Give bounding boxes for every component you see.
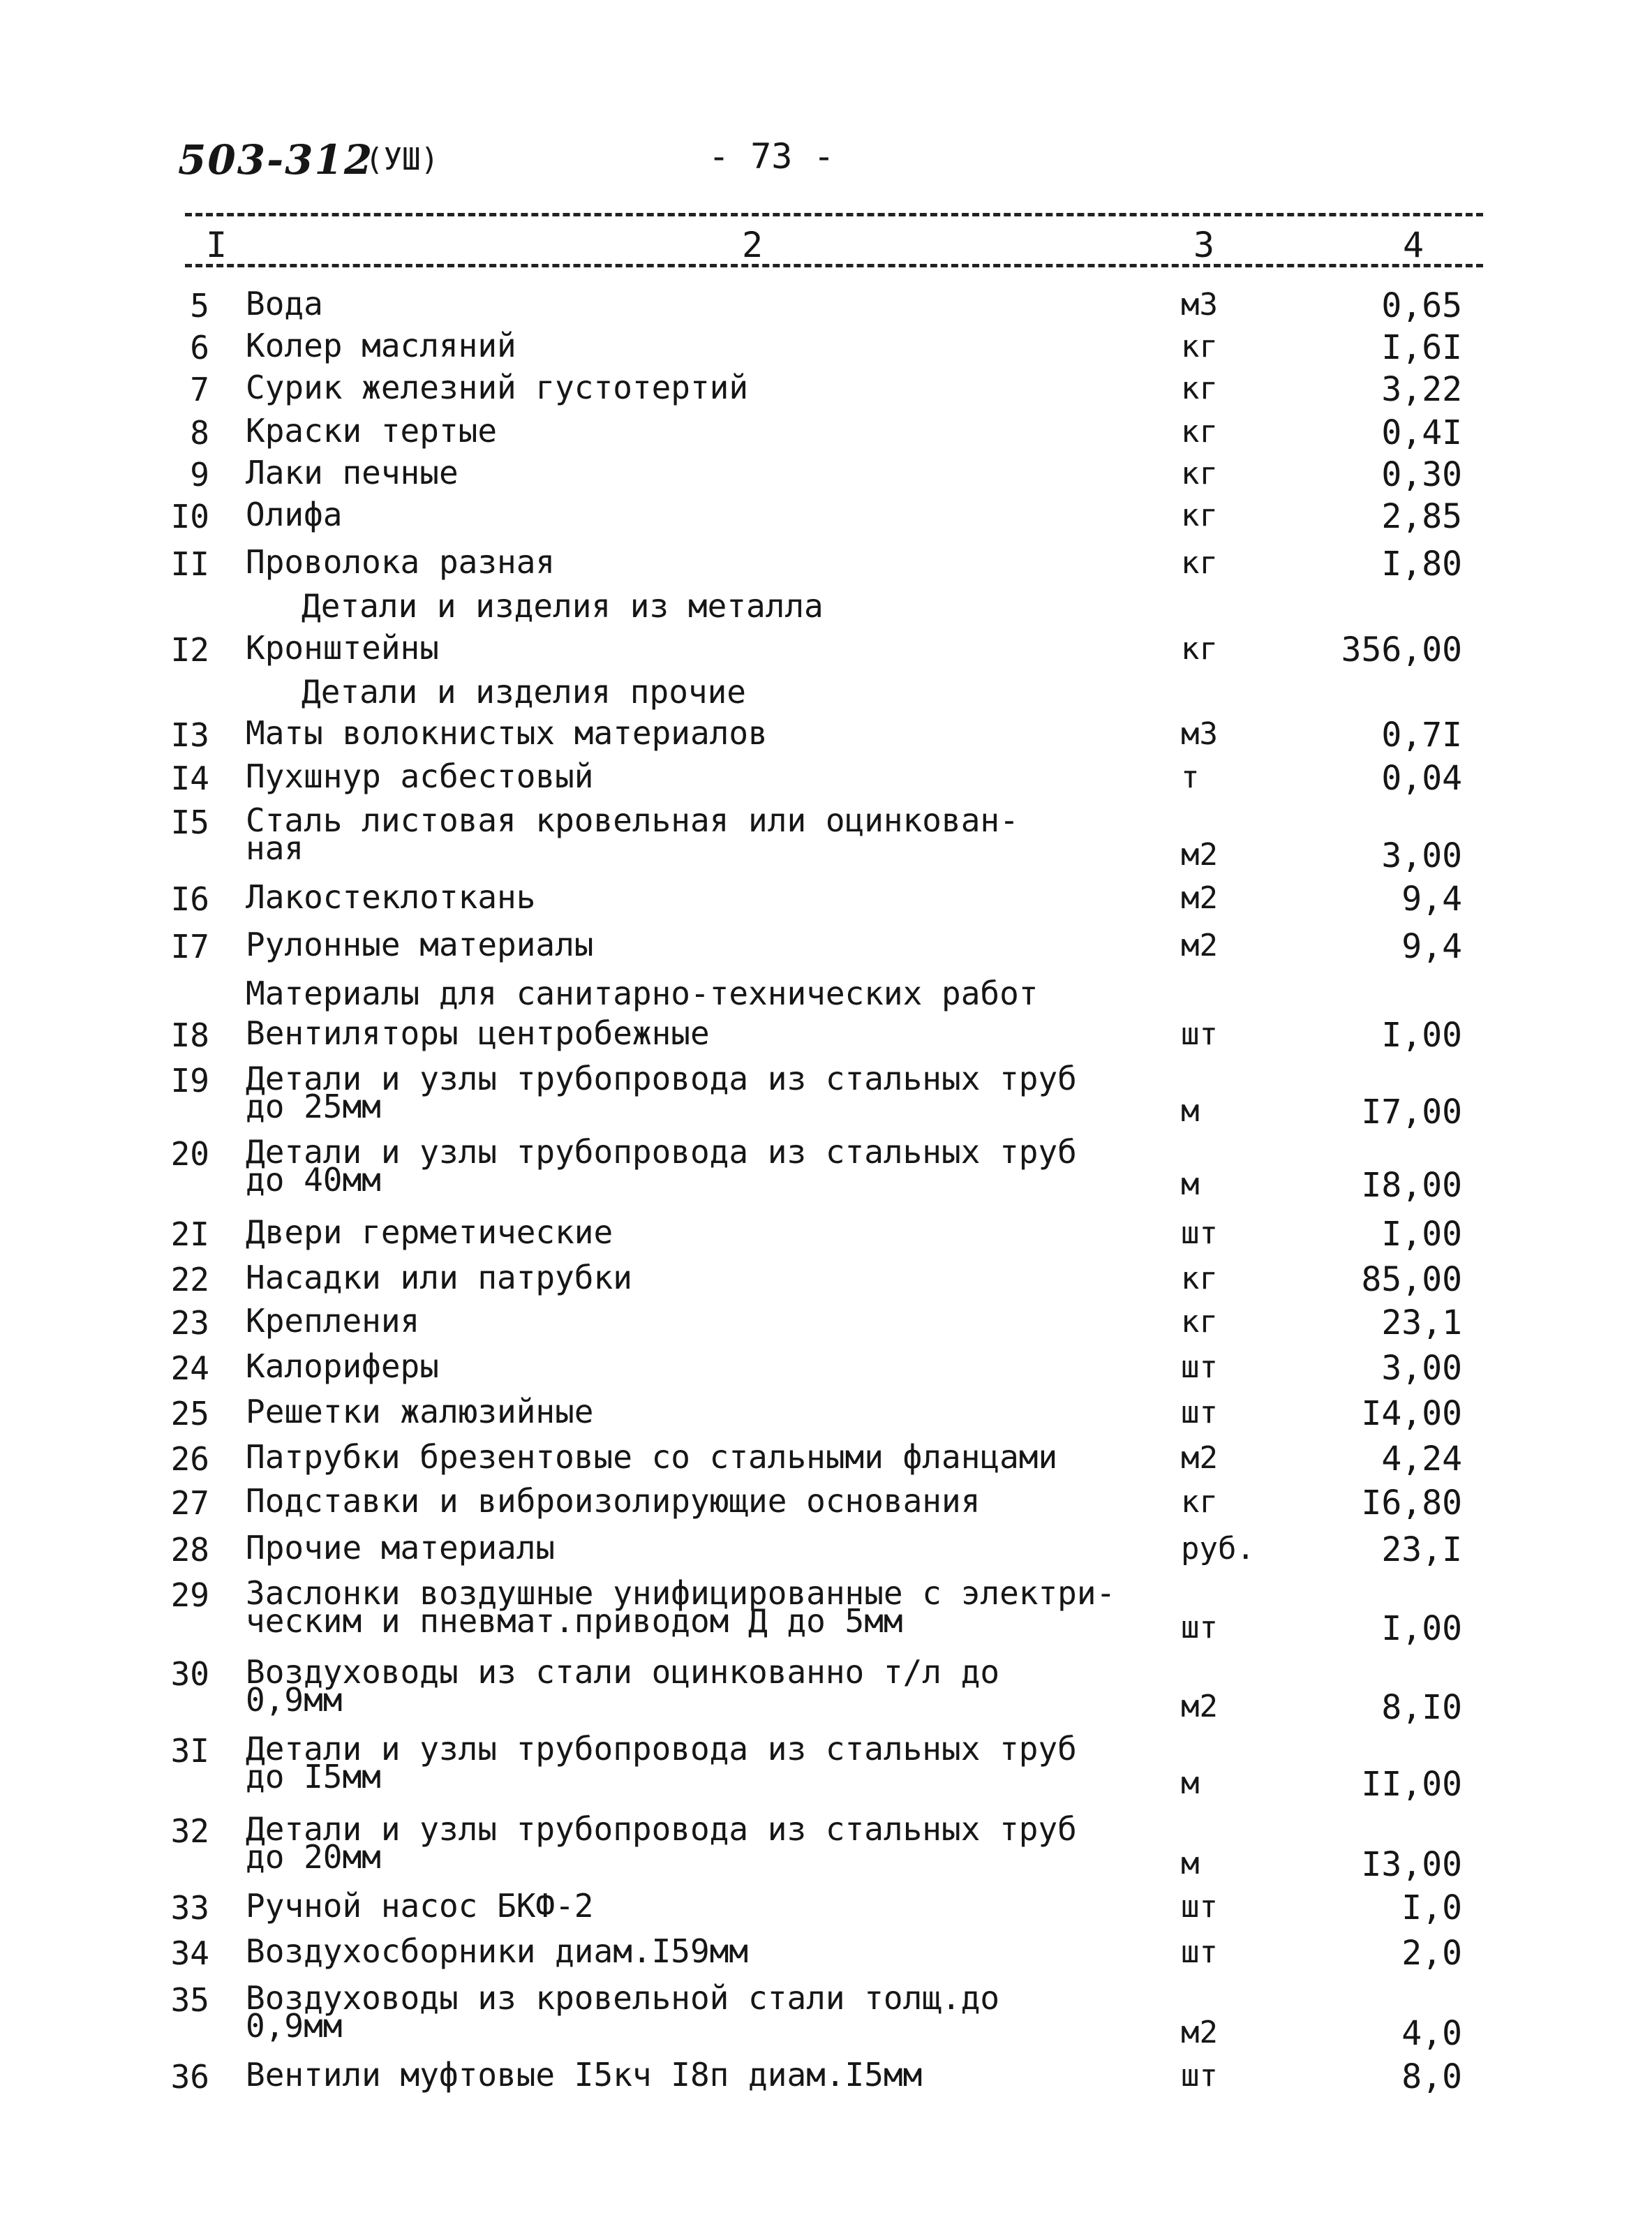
section-heading: Детали и изделия прочие	[302, 673, 746, 711]
quantity: I3,00	[1361, 1845, 1462, 1884]
unit: кг	[1181, 498, 1218, 533]
material-name: Маты волокнистых материалов	[246, 714, 768, 752]
quantity: 2,85	[1381, 497, 1462, 536]
unit: шт	[1181, 1349, 1218, 1385]
unit: м2	[1181, 1440, 1218, 1476]
row-number: 9	[190, 456, 209, 494]
unit: м2	[1181, 1689, 1218, 1724]
unit: м	[1181, 1846, 1200, 1881]
material-name: Крепления	[246, 1302, 420, 1340]
quantity: I,00	[1381, 1609, 1462, 1648]
row-number: 23	[170, 1304, 209, 1342]
quantity: 0,04	[1381, 759, 1462, 798]
unit: кг	[1181, 456, 1218, 491]
section-heading: Материалы для санитарно-технических работ	[246, 975, 1039, 1012]
row-number: 3I	[170, 1732, 209, 1770]
material-name: Прочие материалы	[246, 1529, 556, 1567]
material-name: Калориферы	[246, 1347, 439, 1385]
material-name: Детали и узлы трубопровода из стальных труб до 20мм	[246, 1810, 1077, 1876]
unit: м	[1181, 1765, 1200, 1801]
row-number: II	[170, 545, 209, 583]
quantity: 2,0	[1401, 1934, 1462, 1973]
row-number: I7	[170, 928, 209, 965]
material-name: Краски тертые	[246, 412, 498, 450]
quantity: I6,80	[1361, 1483, 1462, 1523]
unit: кг	[1181, 414, 1218, 450]
row-number: 22	[170, 1261, 209, 1298]
row-number: 33	[170, 1889, 209, 1927]
material-name: Двери герметические	[246, 1213, 613, 1251]
row-number: 6	[190, 329, 209, 366]
row-number: 24	[170, 1349, 209, 1387]
material-name: Ручной насос БКФ-2	[246, 1887, 594, 1925]
unit: м2	[1181, 928, 1218, 963]
quantity: 8,I0	[1381, 1688, 1462, 1727]
quantity: I,00	[1381, 1016, 1462, 1055]
row-number: I0	[170, 498, 209, 535]
row-number: 2I	[170, 1215, 209, 1253]
unit: кг	[1181, 631, 1218, 667]
row-number: 29	[170, 1576, 209, 1614]
material-name: Вентили муфтовые I5кч I8п диам.I5мм	[246, 2056, 923, 2094]
material-name: Насадки или патрубки	[246, 1259, 632, 1296]
quantity: I8,00	[1361, 1166, 1462, 1205]
quantity: I,6I	[1381, 328, 1462, 367]
row-number: 28	[170, 1531, 209, 1569]
quantity: 85,00	[1361, 1260, 1462, 1299]
unit: кг	[1181, 1484, 1218, 1520]
column-header-3: 3	[1193, 225, 1215, 265]
quantity: 8,0	[1401, 2057, 1462, 2096]
unit: м3	[1181, 716, 1218, 752]
row-number: 26	[170, 1440, 209, 1478]
row-number: 20	[170, 1135, 209, 1173]
row-number: 25	[170, 1395, 209, 1432]
material-name: Сурик железний густотертий	[246, 369, 749, 406]
unit: м2	[1181, 880, 1218, 916]
material-name: Колер масляний	[246, 327, 516, 364]
material-name: Олифа	[246, 496, 343, 533]
material-name: Лаки печные	[246, 454, 459, 491]
quantity: 3,00	[1381, 1349, 1462, 1388]
unit: шт	[1181, 2058, 1218, 2094]
material-name: Детали и узлы трубопровода из стальных труб до I5мм	[246, 1730, 1077, 1795]
column-header-4: 4	[1402, 225, 1424, 265]
row-number: I9	[170, 1062, 209, 1099]
row-number: I5	[170, 804, 209, 841]
quantity: 0,30	[1381, 455, 1462, 494]
material-name: Воздуховоды из стали оцинкованно т/л до 0,9мм	[246, 1653, 1000, 1719]
row-number: 27	[170, 1484, 209, 1522]
material-name: Лакостеклоткань	[246, 878, 536, 916]
unit: кг	[1181, 329, 1218, 364]
quantity: 0,4I	[1381, 413, 1462, 452]
unit: м3	[1181, 287, 1218, 323]
quantity: I7,00	[1361, 1093, 1462, 1132]
material-name: Воздухосборники диам.I59мм	[246, 1932, 749, 1970]
row-number: 8	[190, 414, 209, 452]
quantity: 0,65	[1381, 286, 1462, 325]
material-name: Решетки жалюзийные	[246, 1393, 594, 1430]
unit: м2	[1181, 837, 1218, 873]
quantity: 23,I	[1381, 1530, 1462, 1569]
unit: шт	[1181, 1610, 1218, 1645]
column-header-2: 2	[741, 225, 764, 265]
material-name: Детали и узлы трубопровода из стальных труб до 40мм	[246, 1133, 1077, 1199]
quantity: 3,00	[1381, 836, 1462, 875]
document-section: (УШ)	[365, 142, 439, 177]
row-number: 34	[170, 1934, 209, 1972]
unit: шт	[1181, 1395, 1218, 1430]
row-number: 35	[170, 1981, 209, 2019]
quantity: 4,0	[1401, 2014, 1462, 2053]
row-number: I3	[170, 716, 209, 754]
row-number: I4	[170, 760, 209, 797]
unit: м2	[1181, 2015, 1218, 2050]
material-name: Вентиляторы центробежные	[246, 1014, 710, 1052]
material-name: Патрубки брезентовые со стальными фланцами	[246, 1438, 1058, 1476]
quantity: I,00	[1381, 1215, 1462, 1254]
unit: кг	[1181, 1304, 1218, 1340]
quantity: I,80	[1381, 545, 1462, 584]
unit: шт	[1181, 1934, 1218, 1970]
material-name: Подставки и виброизолирующие основания	[246, 1482, 981, 1520]
row-number: 7	[190, 371, 209, 408]
document-code: 503-312	[178, 136, 374, 184]
unit: м	[1181, 1093, 1200, 1129]
quantity: 0,7I	[1381, 716, 1462, 755]
unit: шт	[1181, 1016, 1218, 1052]
row-number: I6	[170, 880, 209, 918]
quantity: 356,00	[1341, 630, 1462, 669]
row-number: I2	[170, 631, 209, 669]
section-heading: Детали и изделия из металла	[302, 587, 824, 625]
row-number: 32	[170, 1812, 209, 1850]
quantity: 23,1	[1381, 1303, 1462, 1342]
unit: кг	[1181, 1261, 1218, 1296]
unit: кг	[1181, 371, 1218, 406]
material-name: Проволока разная	[246, 543, 556, 581]
page-number: - 73 -	[708, 136, 835, 177]
material-name: Пухшнур асбестовый	[246, 757, 594, 795]
unit: руб.	[1181, 1531, 1255, 1567]
unit: шт	[1181, 1215, 1218, 1251]
unit: м	[1181, 1167, 1200, 1202]
unit: шт	[1181, 1889, 1218, 1925]
material-name: Детали и узлы трубопровода из стальных труб до 25мм	[246, 1060, 1077, 1125]
quantity: 9,4	[1401, 880, 1462, 919]
quantity: I,0	[1401, 1888, 1462, 1927]
row-number: I8	[170, 1016, 209, 1054]
material-name: Кронштейны	[246, 629, 439, 667]
row-number: 36	[170, 2058, 209, 2096]
quantity: 3,22	[1381, 370, 1462, 409]
row-number: 5	[190, 287, 209, 325]
row-number: 30	[170, 1655, 209, 1693]
material-name: Заслонки воздушные унифицированные с электри- ческим и пневмат.приводом Д до 5мм	[246, 1574, 1116, 1640]
quantity: 9,4	[1401, 927, 1462, 966]
quantity: I4,00	[1361, 1394, 1462, 1433]
material-name: Рулонные материалы	[246, 926, 594, 963]
material-name: Сталь листовая кровельная или оцинкован- ная	[246, 801, 1019, 867]
material-name: Вода	[246, 285, 323, 323]
quantity: 4,24	[1381, 1439, 1462, 1479]
unit: т	[1181, 760, 1200, 795]
quantity: II,00	[1361, 1765, 1462, 1804]
unit: кг	[1181, 545, 1218, 581]
material-name: Воздуховоды из кровельной стали толщ.до 0,9мм	[246, 1979, 1000, 2045]
column-header-1: I	[205, 225, 228, 265]
